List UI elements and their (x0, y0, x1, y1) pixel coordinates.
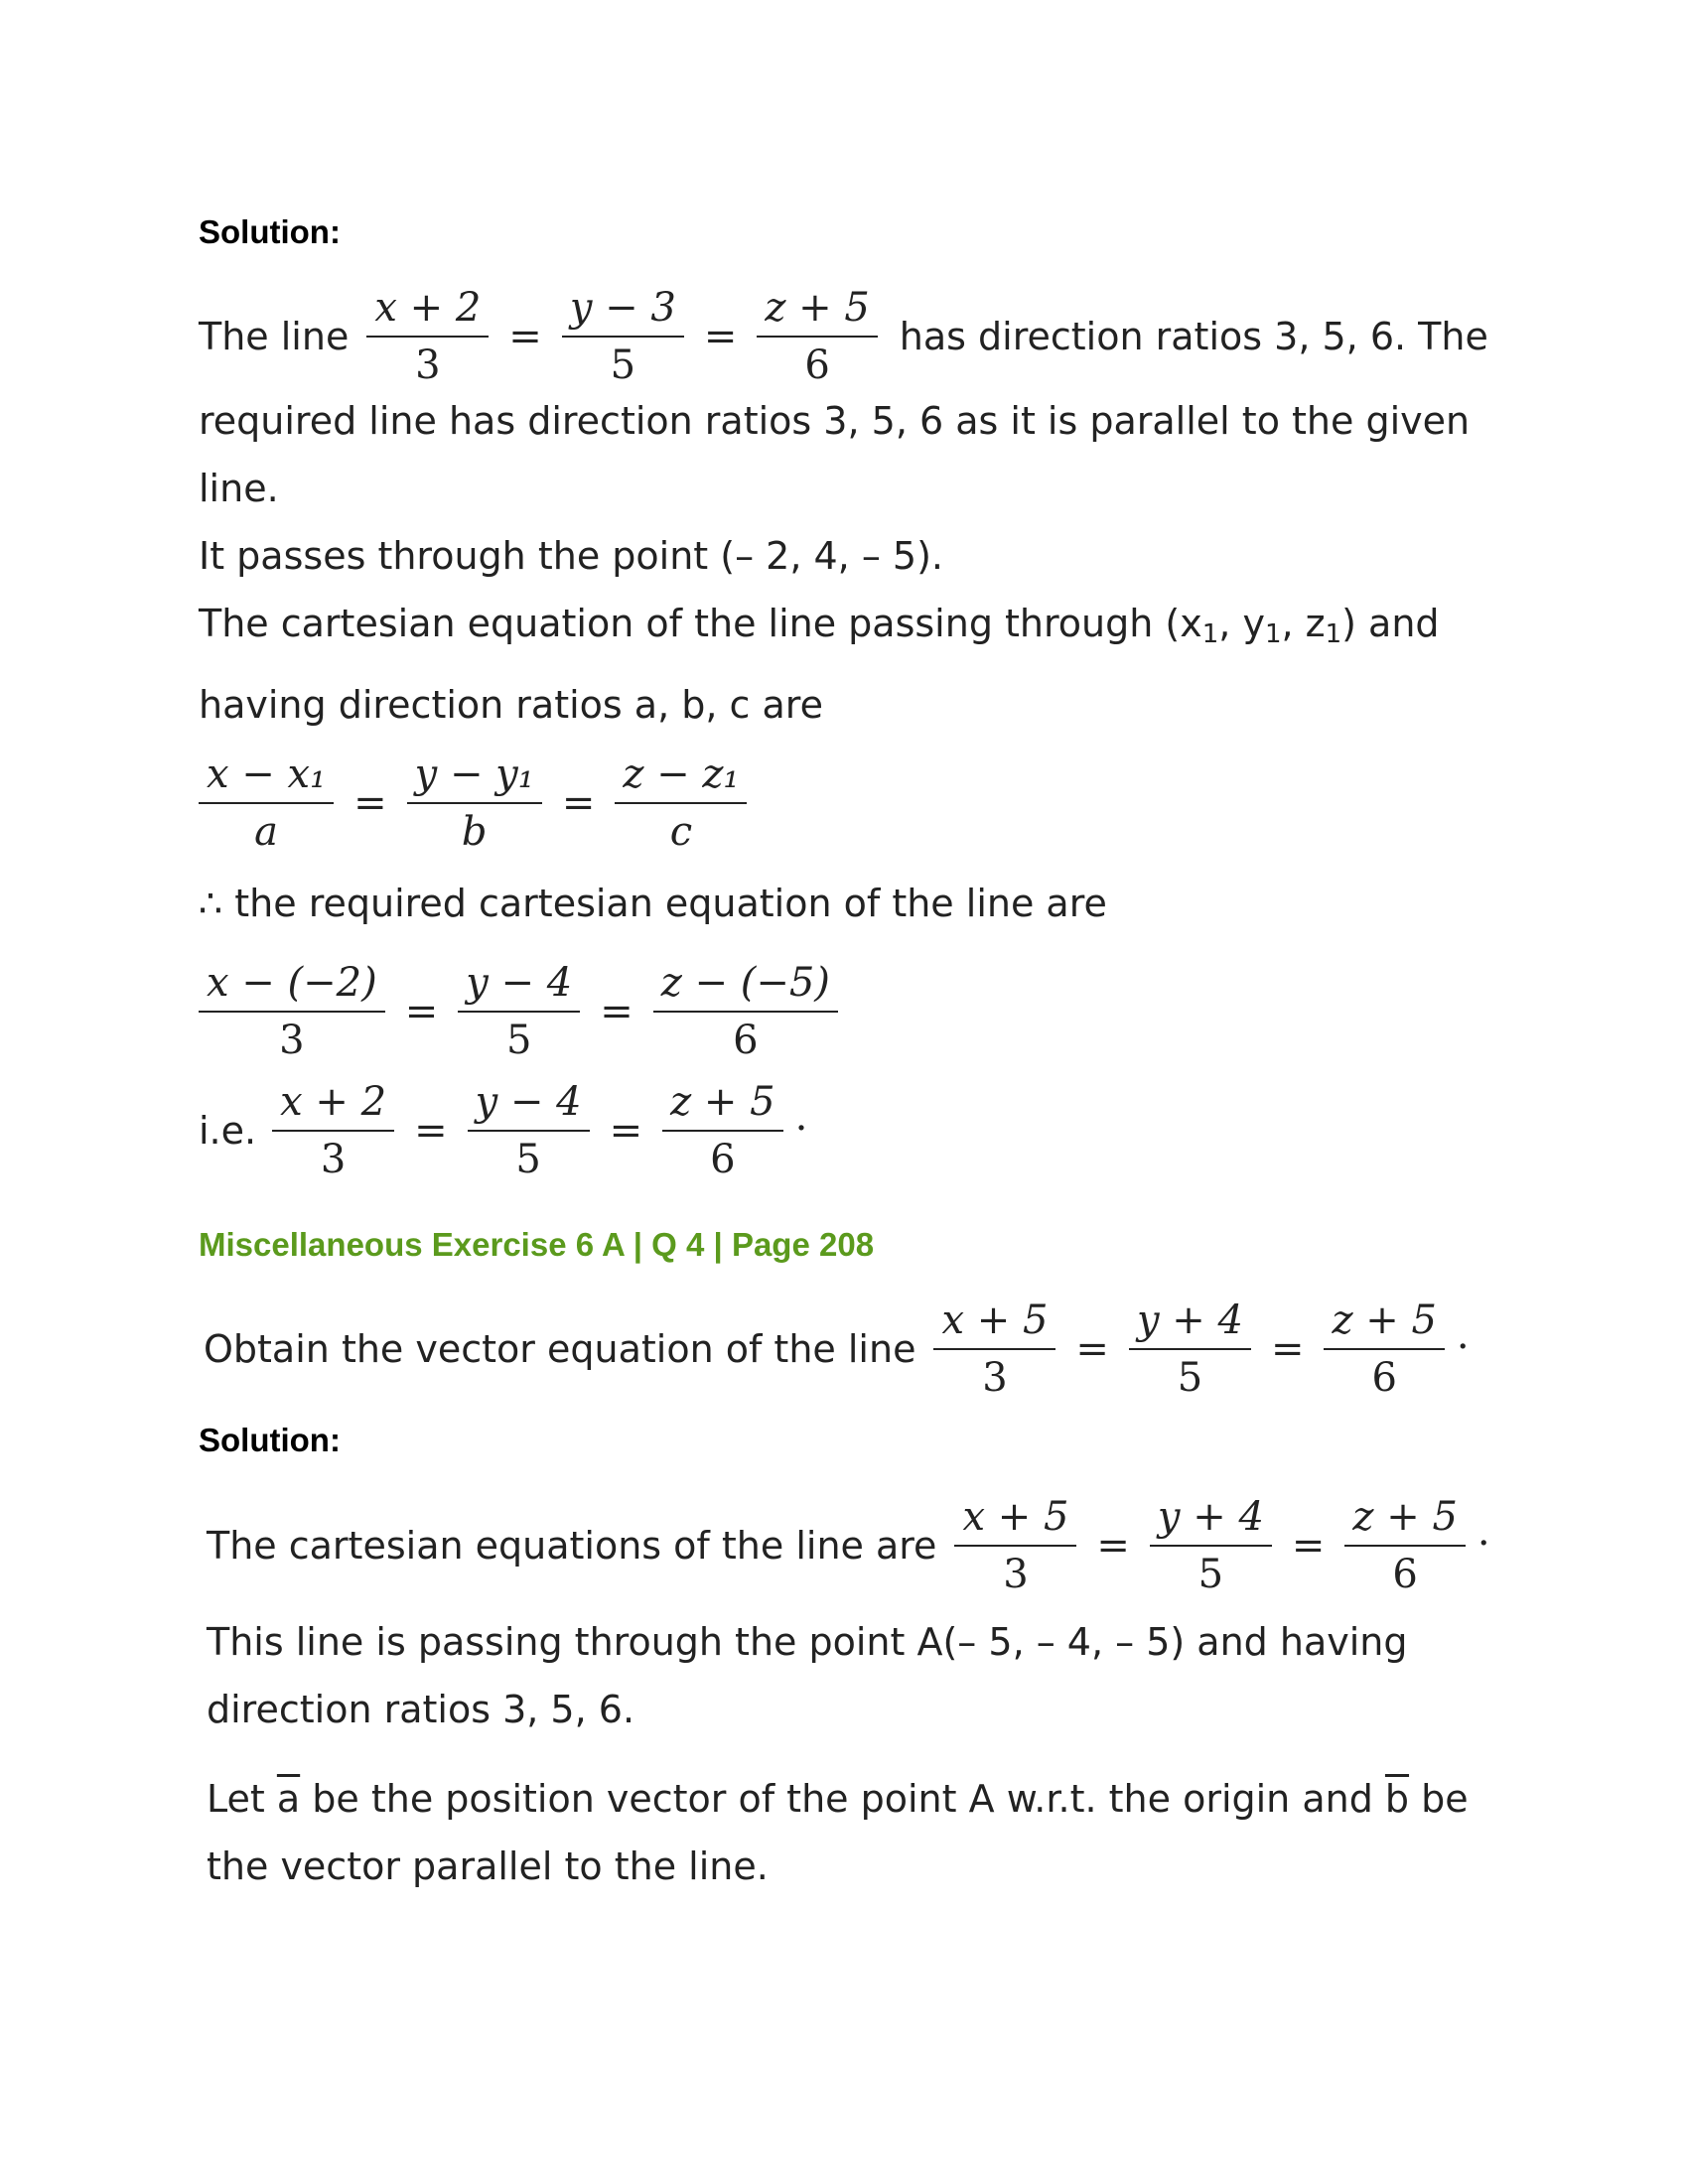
question-text: Obtain the vector equation of the line (204, 1327, 916, 1371)
denominator: 5 (610, 342, 636, 388)
simplified-equation-row (199, 1074, 807, 1187)
period: . (1456, 1312, 1470, 1358)
fraction (954, 1489, 1076, 1602)
fraction (366, 280, 489, 393)
numerator: x + 5 (954, 1489, 1076, 1547)
fraction (1344, 1489, 1465, 1602)
paragraph-line: Let $\overline{a}$ be the position vector of the point A w.r.t. the origin and $\overline{b}$ be (207, 1777, 1469, 1821)
fraction (199, 747, 334, 860)
denominator: 5 (1177, 1355, 1203, 1401)
fraction (562, 280, 684, 393)
general-equation-row (199, 747, 755, 860)
exercise-label: Miscellaneous Exercise 6 A | Q 4 | Page 208 (199, 1226, 875, 1263)
period: . (1477, 1509, 1490, 1555)
paragraph-line: the vector parallel to the line. (207, 1844, 769, 1888)
equals-sign: = (1096, 1523, 1130, 1569)
equals-sign: = (609, 1108, 643, 1154)
paragraph-line: ∴ the required cartesian equation of the line are (199, 882, 1107, 925)
fraction (199, 955, 385, 1068)
numerator: y − 3 (562, 280, 684, 338)
paragraph-line: direction ratios 3, 5, 6. (207, 1688, 635, 1731)
numerator: x + 2 (272, 1074, 394, 1132)
numerator: x + 2 (366, 280, 489, 338)
denominator: 6 (1371, 1355, 1397, 1401)
denominator: 3 (415, 342, 441, 388)
question-row (204, 1293, 1470, 1406)
fraction (407, 747, 542, 860)
equals-sign: = (414, 1108, 448, 1154)
numerator: y − 4 (468, 1074, 590, 1132)
numerator: z + 5 (662, 1074, 782, 1132)
equals-sign: = (561, 780, 596, 826)
equals-sign: = (353, 780, 387, 826)
fraction (933, 1293, 1055, 1406)
paragraph-line: line. (199, 467, 279, 510)
numerator: y + 4 (1129, 1293, 1251, 1350)
paragraph-line: having direction ratios a, b, c are (199, 683, 823, 727)
paragraph-line: This line is passing through the point A(– 5, – 4, – 5) and having (207, 1620, 1408, 1664)
fraction (1324, 1293, 1444, 1406)
equals-sign: = (600, 989, 633, 1034)
numerator: y + 4 (1150, 1489, 1272, 1547)
fraction (1129, 1293, 1251, 1406)
solution-heading: Solution: (199, 1422, 341, 1458)
equals-sign: = (1075, 1326, 1109, 1372)
fraction (653, 955, 838, 1068)
denominator: 6 (710, 1137, 736, 1182)
period: . (794, 1094, 808, 1140)
text-ie: i.e. (199, 1109, 257, 1153)
denominator: 5 (1197, 1552, 1224, 1597)
denominator: b (461, 809, 488, 855)
denominator: 3 (320, 1137, 347, 1182)
equals-sign: = (1270, 1326, 1305, 1372)
equals-sign: = (508, 314, 542, 359)
numerator: x − x₁ (199, 747, 334, 804)
denominator: 6 (804, 342, 830, 388)
fraction (1150, 1489, 1272, 1602)
numerator: x + 5 (933, 1293, 1055, 1350)
fraction (615, 747, 747, 860)
solution-heading: Solution: (199, 213, 341, 250)
denominator: 6 (733, 1018, 759, 1063)
denominator: 5 (515, 1137, 541, 1182)
numerator: z + 5 (1324, 1293, 1444, 1350)
numerator: z + 5 (1344, 1489, 1465, 1547)
paragraph-line: It passes through the point (– 2, 4, – 5). (199, 534, 943, 578)
denominator: a (254, 809, 278, 855)
vector-b: $\overline{b}$ (1384, 1777, 1410, 1821)
fraction (468, 1074, 590, 1187)
numerator: x − (−2) (199, 955, 385, 1013)
equals-sign: = (703, 314, 738, 359)
paragraph-line: The cartesian equation of the line passing through ($x_1$, $y_1$, $z_1$) and (199, 602, 1440, 649)
fraction (662, 1074, 782, 1187)
denominator: 3 (1003, 1552, 1029, 1597)
cartesian-equation-row (207, 1489, 1490, 1602)
equals-sign: = (404, 989, 439, 1034)
cartesian-text: The cartesian equations of the line are (207, 1524, 937, 1568)
vector-a: $\overline{a}$ (276, 1777, 301, 1821)
denominator: 3 (982, 1355, 1008, 1401)
numerator: z − z₁ (615, 747, 747, 804)
fraction (757, 280, 877, 393)
paragraph-line: required line has direction ratios 3, 5, 6 as it is parallel to the given (199, 399, 1471, 443)
line-equation-row (199, 280, 1488, 393)
text-direction-ratios: has direction ratios 3, 5, 6. The (899, 315, 1488, 358)
denominator: 6 (1392, 1552, 1418, 1597)
fraction (458, 955, 580, 1068)
equals-sign: = (1291, 1523, 1326, 1569)
fraction (272, 1074, 394, 1187)
numerator: z + 5 (757, 280, 877, 338)
numerator: z − (−5) (653, 955, 838, 1013)
text-the-line: The line (199, 315, 350, 358)
numerator: y − y₁ (407, 747, 542, 804)
denominator: 5 (505, 1018, 532, 1063)
denominator: 3 (279, 1018, 305, 1063)
substituted-equation-row (199, 955, 846, 1068)
numerator: y − 4 (458, 955, 580, 1013)
denominator: c (669, 809, 693, 855)
